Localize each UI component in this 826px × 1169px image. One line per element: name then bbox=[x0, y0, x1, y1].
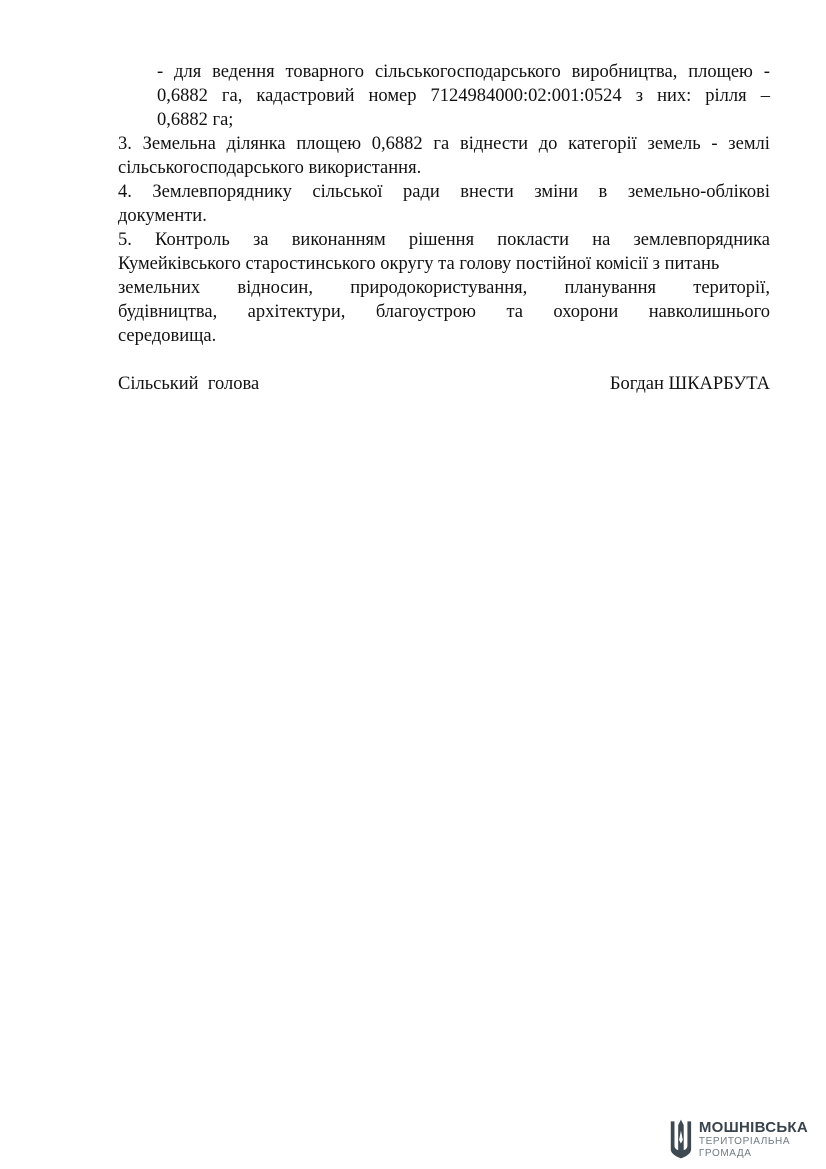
word: відносин, bbox=[237, 278, 313, 298]
word: Земельна bbox=[142, 134, 216, 154]
word: кадастровий bbox=[256, 86, 355, 106]
item-4-line-2: документи. bbox=[118, 206, 207, 226]
word: – bbox=[760, 86, 770, 106]
word: рішення bbox=[408, 230, 475, 250]
word: категорії bbox=[568, 134, 637, 154]
bullet-line-1 bbox=[157, 60, 770, 84]
word: природокористування, bbox=[350, 278, 528, 298]
word: 0,6882 bbox=[157, 86, 208, 106]
word: товарного bbox=[285, 62, 365, 82]
word: земельно-облікові bbox=[627, 182, 770, 202]
word: виробництва, bbox=[571, 62, 678, 82]
item-3-line-2: сільськогосподарського використання. bbox=[118, 158, 422, 178]
item-5-line-3 bbox=[118, 276, 770, 300]
word: ділянка bbox=[226, 134, 286, 154]
item-5-line-1 bbox=[118, 228, 770, 252]
word: території, bbox=[693, 278, 770, 298]
item-3-line-1 bbox=[118, 132, 770, 156]
word: в bbox=[598, 182, 608, 202]
word: виконанням bbox=[291, 230, 386, 250]
item-5 bbox=[118, 228, 770, 348]
item-5-line-4 bbox=[118, 300, 770, 324]
word: навколишнього bbox=[648, 302, 770, 322]
word: зміни bbox=[534, 182, 579, 202]
word: сільської bbox=[312, 182, 383, 202]
word: номер bbox=[368, 86, 417, 106]
signature-position: Сільський голова bbox=[118, 374, 260, 394]
word: - bbox=[157, 62, 164, 82]
word: земель bbox=[647, 134, 701, 154]
word: 5. bbox=[118, 230, 132, 250]
word: та bbox=[506, 302, 523, 322]
bullet-line-3: 0,6882 га; bbox=[157, 110, 234, 130]
word: покласти bbox=[497, 230, 570, 250]
word: архітектури, bbox=[247, 302, 346, 322]
word: на bbox=[592, 230, 611, 250]
item-4 bbox=[118, 180, 770, 228]
word: площею bbox=[296, 134, 362, 154]
word: віднести bbox=[459, 134, 529, 154]
word: внести bbox=[460, 182, 514, 202]
word: Контроль bbox=[155, 230, 230, 250]
word: 7124984000:02:001:0524 bbox=[430, 86, 622, 106]
word: за bbox=[253, 230, 269, 250]
item-3 bbox=[118, 132, 770, 180]
word: землі bbox=[728, 134, 770, 154]
logo-subtitle-1: ТЕРИТОРІАЛЬНА bbox=[698, 1135, 791, 1147]
signature-block bbox=[118, 372, 770, 396]
bullet-line-2 bbox=[157, 84, 770, 108]
word: планування bbox=[564, 278, 657, 298]
document-body bbox=[118, 60, 770, 348]
word: них: bbox=[657, 86, 692, 106]
bullet-item bbox=[118, 60, 770, 132]
logo-text bbox=[699, 1120, 808, 1159]
item-5-line-5: середовища. bbox=[118, 326, 217, 346]
word: ведення bbox=[212, 62, 275, 82]
word: площею bbox=[688, 62, 753, 82]
word: га bbox=[433, 134, 450, 154]
word: - bbox=[763, 62, 770, 82]
word: Землевпоряднику bbox=[152, 182, 292, 202]
word: ради bbox=[403, 182, 440, 202]
community-logo bbox=[668, 1114, 808, 1164]
item-5-line-2: Кумейківського старостинського округу та голову постійної комісії з питань bbox=[118, 254, 720, 274]
word: землевпорядника bbox=[633, 230, 770, 250]
trident-icon bbox=[668, 1116, 694, 1162]
word: 3. bbox=[118, 134, 132, 154]
word: з bbox=[635, 86, 644, 106]
word: до bbox=[538, 134, 558, 154]
word: земельних bbox=[118, 278, 201, 298]
word: га, bbox=[221, 86, 243, 106]
logo-subtitle-2: ГРОМАДА bbox=[698, 1147, 752, 1159]
word: благоустрою bbox=[375, 302, 477, 322]
word: будівництва, bbox=[118, 302, 218, 322]
item-4-line-1 bbox=[118, 180, 770, 204]
word: 4. bbox=[118, 182, 132, 202]
word: охорони bbox=[553, 302, 619, 322]
word: 0,6882 bbox=[371, 134, 423, 154]
word: рілля bbox=[705, 86, 747, 106]
word: - bbox=[711, 134, 718, 154]
word: для bbox=[174, 62, 202, 82]
signature-name: Богдан ШКАРБУТА bbox=[609, 374, 770, 394]
logo-title: МОШНІВСЬКА bbox=[698, 1118, 808, 1136]
word: сільськогосподарського bbox=[374, 62, 561, 82]
